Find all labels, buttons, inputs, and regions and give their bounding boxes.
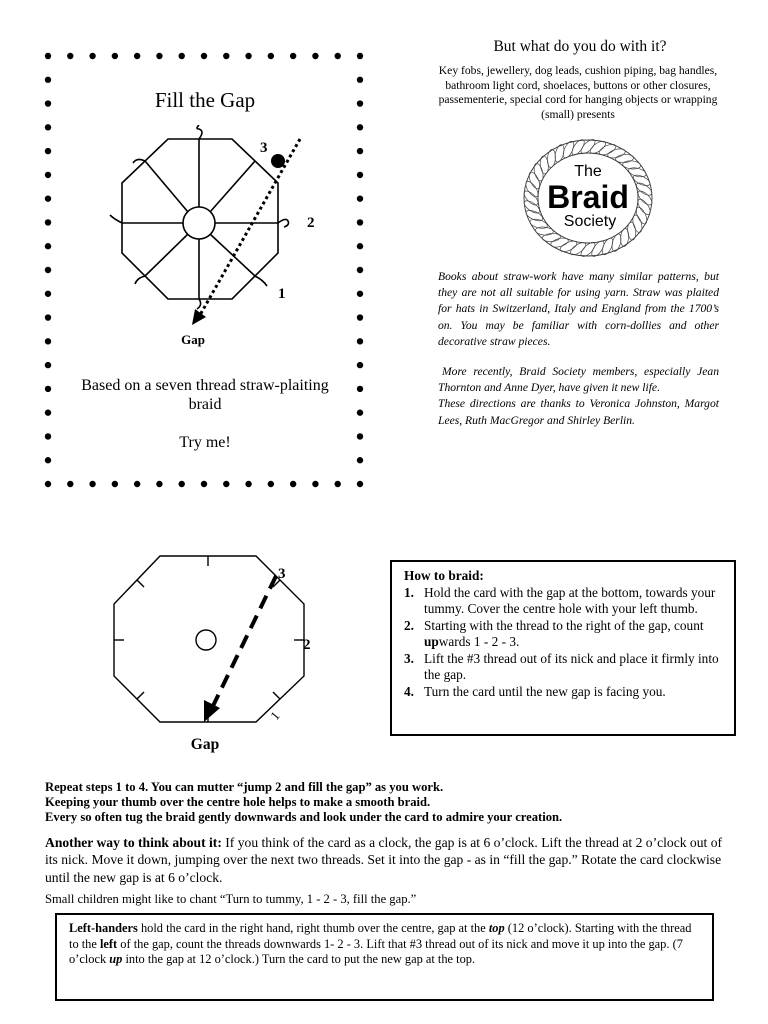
history-paragraph-3: These directions are thanks to Veronica Johnston, Margot Lees, Ruth MacGregor and Shirley Berlin. bbox=[438, 397, 719, 427]
uses-heading: But what do you do with it? bbox=[493, 38, 667, 55]
card-description: Based on a seven thread straw-plaiting braid bbox=[81, 377, 329, 413]
gap-label-2: Gap bbox=[190, 736, 220, 753]
step-2: 2. Starting with the thread to the right of the gap, count upwards 1 - 2 - 3. bbox=[404, 617, 704, 649]
thread-label-3b: 3 bbox=[278, 566, 286, 582]
arrow-head-2 bbox=[204, 700, 220, 722]
history-paragraph-2: More recently, Braid Society members, especially Jean Thornton and Anne Dyer, have given it new life. bbox=[438, 365, 719, 395]
children-chant: Small children might like to chant “Turn to tummy, 1 - 2 - 3, fill the gap.” bbox=[45, 892, 417, 906]
thread-label-2b: 2 bbox=[303, 637, 311, 653]
history-text bbox=[438, 269, 719, 429]
card-diagram-nicks bbox=[100, 548, 330, 758]
gap-label: Gap bbox=[181, 332, 205, 347]
move-arrow-dashed bbox=[212, 576, 276, 708]
thread-3-dot bbox=[271, 154, 285, 168]
how-to-title: How to braid: bbox=[404, 568, 484, 583]
thread-label-3: 3 bbox=[260, 140, 268, 156]
thread-label-1b: 1 bbox=[267, 708, 283, 723]
logo-braid: Braid bbox=[547, 179, 629, 215]
step-3: 3. Lift the #3 thread out of its nick and place it firmly into the gap. bbox=[404, 650, 719, 682]
step-4: 4. Turn the card until the new gap is facing you. bbox=[404, 683, 666, 699]
history-paragraph-1: Books about straw-work have many similar patterns, but they are not all suitable for using yarn. Straw was plaited for hats in Switzerland, Italy and England from the 1700’s on. You may be familiar with corn-dollies and other decorative straw pieces. bbox=[438, 270, 719, 348]
how-to-braid-box bbox=[390, 560, 736, 736]
try-me-text: Try me! bbox=[179, 434, 231, 451]
centre-hole-2 bbox=[196, 630, 216, 650]
card-diagram-spokes bbox=[100, 125, 330, 335]
braid-society-logo bbox=[520, 136, 656, 260]
step-1: 1. Hold the card with the gap at the bottom, towards your tummy. Cover the centre hole with your left thumb. bbox=[404, 584, 716, 616]
arrow-head bbox=[192, 309, 206, 325]
thread-label-1: 1 bbox=[278, 286, 286, 302]
logo-the: The bbox=[574, 163, 602, 180]
how-to-steps bbox=[404, 585, 722, 701]
clock-explanation: Another way to think about it: If you think of the card as a clock, the gap is at 6 o’clock. Lift the thread at 2 o’clock out of its nick. Move it down, jumping over the next two threads. Set it into the gap - as in “fill the gap.” Rotate the card clockwise until the new gap is at 6 o’clock. bbox=[45, 835, 723, 885]
uses-text: Key fobs, jewellery, dog leads, cushion piping, bag handles, bathroom light cord, shoelaces, buttons or other closures, passementerie, special cord for hanging objects or wrapping (small) presents bbox=[438, 64, 718, 121]
logo-society: Society bbox=[563, 213, 617, 230]
repeat-instructions: Repeat steps 1 to 4. You can mutter “jump 2 and fill the gap” as you work. Keeping your thumb over the centre hole helps to make a smooth braid. Every so often tug the braid gently downwards and look under the card to admire your creation. bbox=[45, 780, 563, 825]
left-handers-box: Left-handers hold the card in the right hand, right thumb over the centre, gap at the top (12 o’clock). Starting with the thread to the left of the gap, count the threads downwards 1- 2 - 3. Lift that #3 thread out of its nick and move it up into the gap. (7 o’clock up into the gap at 12 o’clock.) Turn the card to put the new gap at the top. bbox=[55, 913, 714, 1001]
thread-label-2: 2 bbox=[307, 215, 315, 231]
card-title: Fill the Gap bbox=[154, 88, 256, 112]
